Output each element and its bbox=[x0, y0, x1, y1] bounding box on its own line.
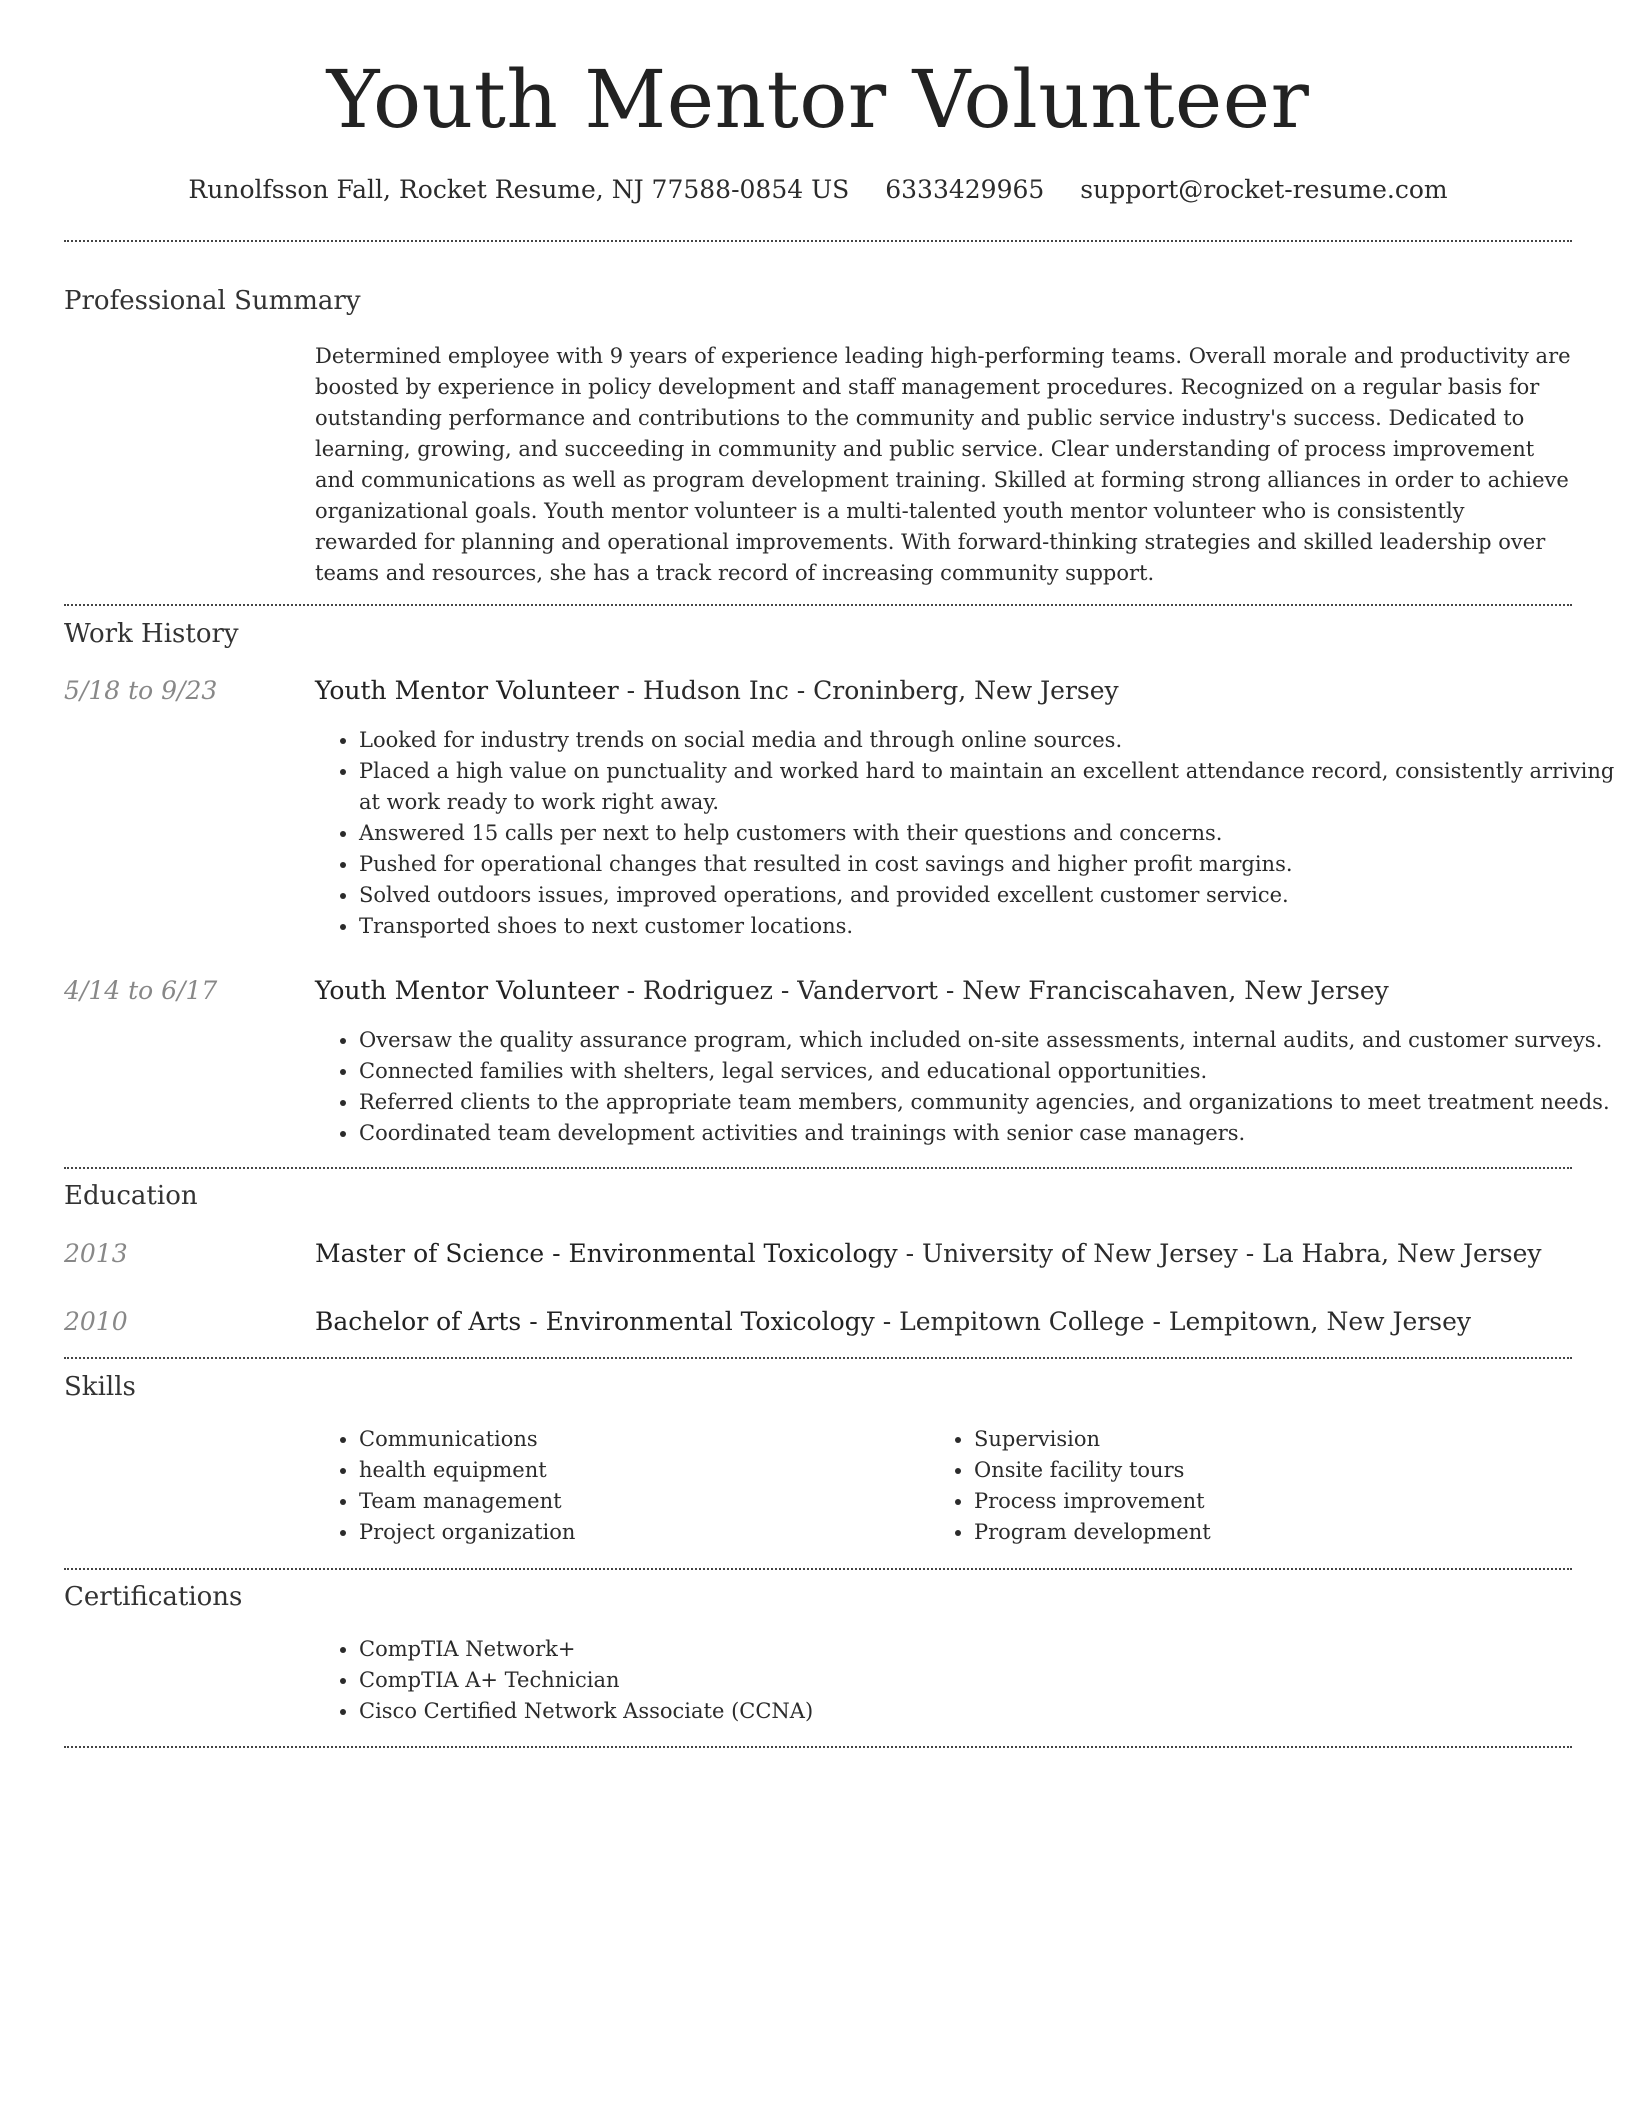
section-title-certifications: Certifications bbox=[64, 1582, 243, 1612]
job-title bbox=[315, 974, 1389, 1008]
certification-item: • CompTIA A+ Technician bbox=[359, 1665, 1359, 1696]
job-bullet: • Pushed for operational changes that resulted in cost savings and higher profit margins. bbox=[359, 849, 1616, 880]
education-degree: Bachelor of Arts - Environmental Toxicology bbox=[315, 1307, 875, 1336]
certifications-list bbox=[315, 1634, 1359, 1727]
contact-phone: 6333429965 bbox=[885, 175, 1045, 204]
contact-address: Runolfsson Fall, Rocket Resume, NJ 77588-0854 US bbox=[188, 175, 850, 204]
skill-item: • Project organization bbox=[359, 1517, 919, 1548]
skill-item: • Process improvement bbox=[974, 1486, 1574, 1517]
skill-item: • Onsite facility tours bbox=[974, 1455, 1574, 1486]
section-divider bbox=[64, 604, 1572, 606]
education-entry bbox=[315, 1237, 1542, 1271]
section-divider bbox=[64, 240, 1572, 242]
summary-text: Determined employee with 9 years of experience leading high-performing teams. Overall morale and productivity are boosted by experience in policy development and staff management procedures. Recognized on a regular basis for outstanding performance and contributions to the community and public service industry's success. Dedicated to learning, growing, and succeeding in community and public service. Clear understanding of process improvement and communications as well as program development training. Skilled at forming strong alliances in order to achieve organizational goals. Youth mentor volunteer is a multi-talented youth mentor volunteer who is consistently rewarded for planning and operational improvements. With forward-thinking strategies and skilled leadership over teams and resources, she has a track record of increasing community support. bbox=[315, 344, 1571, 585]
contact-line bbox=[64, 170, 1572, 210]
education-entry bbox=[315, 1305, 1471, 1339]
skill-item: • Team management bbox=[359, 1486, 919, 1517]
skills-list-right bbox=[930, 1424, 1574, 1548]
education-year: 2010 bbox=[64, 1307, 128, 1336]
job-role: Youth Mentor Volunteer bbox=[315, 976, 619, 1005]
job-dates: 4/14 to 6/17 bbox=[64, 976, 218, 1005]
job-bullet: • Answered 15 calls per next to help customers with their questions and concerns. bbox=[359, 818, 1616, 849]
job-bullet: • Referred clients to the appropriate team members, community agencies, and organizations to meet treatment needs. bbox=[359, 1087, 1616, 1118]
job-title bbox=[315, 674, 1119, 708]
job-bullets bbox=[315, 1025, 1616, 1149]
education-details: - Lempitown College - Lempitown, New Jersey bbox=[874, 1307, 1471, 1336]
job-bullet: • Transported shoes to next customer locations. bbox=[359, 911, 1616, 942]
education-year: 2013 bbox=[64, 1239, 128, 1268]
job-bullets bbox=[315, 725, 1616, 942]
section-title-skills: Skills bbox=[64, 1372, 136, 1402]
section-title-summary: Professional Summary bbox=[64, 286, 361, 316]
section-title-education: Education bbox=[64, 1181, 198, 1211]
contact-email: support@rocket-resume.com bbox=[1080, 175, 1448, 204]
section-divider bbox=[64, 1568, 1572, 1570]
job-details: - Rodriguez - Vandervort - New Franciscahaven, New Jersey bbox=[618, 976, 1389, 1005]
skill-item: • Communications bbox=[359, 1424, 919, 1455]
job-bullet: • Solved outdoors issues, improved operations, and provided excellent customer service. bbox=[359, 880, 1616, 911]
job-bullet: • Connected families with shelters, legal services, and educational opportunities. bbox=[359, 1056, 1616, 1087]
job-dates: 5/18 to 9/23 bbox=[64, 676, 218, 705]
job-bullet: • Placed a high value on punctuality and worked hard to maintain an excellent attendance record, consistently arriving at work ready to work right away. bbox=[359, 756, 1616, 818]
skills-list-left bbox=[315, 1424, 919, 1548]
job-details: - Hudson Inc - Croninberg, New Jersey bbox=[618, 676, 1119, 705]
section-divider bbox=[64, 1167, 1572, 1169]
skill-item: • Program development bbox=[974, 1517, 1574, 1548]
certification-item: • Cisco Certified Network Associate (CCNA) bbox=[359, 1696, 1359, 1727]
resume-name: Youth Mentor Volunteer bbox=[326, 53, 1310, 146]
job-bullet: • Coordinated team development activities and trainings with senior case managers. bbox=[359, 1118, 1616, 1149]
job-bullet: • Oversaw the quality assurance program, which included on-site assessments, internal audits, and customer surveys. bbox=[359, 1025, 1616, 1056]
skill-item: • Supervision bbox=[974, 1424, 1574, 1455]
job-role: Youth Mentor Volunteer bbox=[315, 676, 619, 705]
section-title-work: Work History bbox=[64, 619, 239, 649]
certification-item: • CompTIA Network+ bbox=[359, 1634, 1359, 1665]
education-details: - University of New Jersey - La Habra, New Jersey bbox=[897, 1239, 1542, 1268]
job-bullet: • Looked for industry trends on social media and through online sources. bbox=[359, 725, 1616, 756]
section-divider bbox=[64, 1357, 1572, 1359]
education-degree: Master of Science - Environmental Toxicology bbox=[315, 1239, 898, 1268]
skill-item: • health equipment bbox=[359, 1455, 919, 1486]
section-divider bbox=[64, 1746, 1572, 1748]
